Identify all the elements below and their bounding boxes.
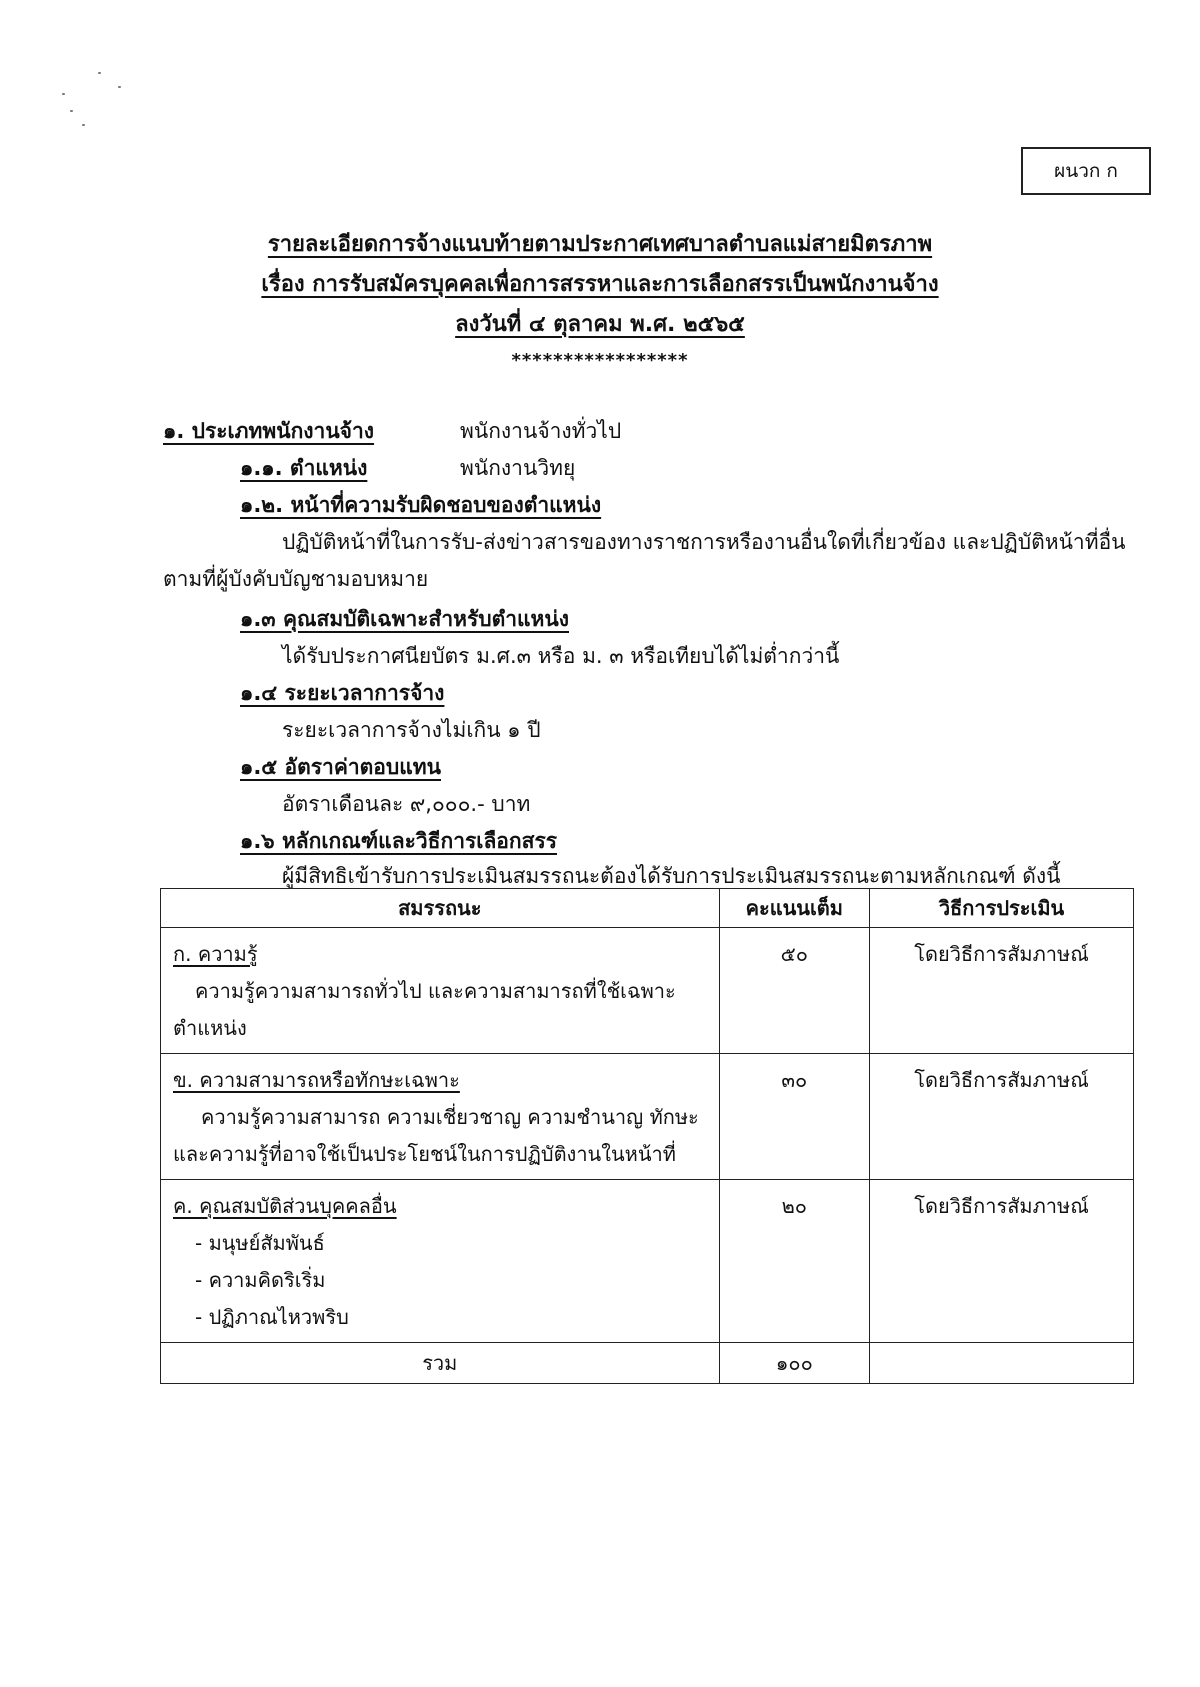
- competency-table: [160, 888, 1134, 1384]
- competency-cell: [161, 1054, 720, 1180]
- score-cell: ๒๐: [719, 1180, 870, 1343]
- duty-text-line-1: ปฏิบัติหน้าที่ในการรับ-ส่งข่าวสารของทางราชการหรืองานอื่นใดที่เกี่ยวข้อง และปฏิบัติหน้าที่อื่น: [282, 530, 1126, 554]
- table-header-row: [161, 889, 1134, 928]
- competency-item: - ความคิดริเริ่ม: [195, 1268, 326, 1292]
- competency-desc: ตำแหน่ง: [173, 1016, 247, 1040]
- title-line-1: รายละเอียดการจ้างแนบท้ายตามประกาศเทศบาลตำบลแม่สายมิตรภาพ: [267, 232, 933, 257]
- scan-speck: [118, 86, 121, 88]
- table-row: [161, 1180, 1134, 1343]
- section-1-2-heading: ๑.๒. หน้าที่ความรับผิดชอบของตำแหน่ง: [240, 493, 602, 517]
- qualification-text: ได้รับประกาศนียบัตร ม.ศ.๓ หรือ ม. ๓ หรือเทียบได้ไม่ต่ำกว่านี้: [282, 644, 840, 668]
- competency-title: ข. ความสามารถหรือทักษะเฉพาะ: [173, 1068, 460, 1092]
- employment-period-text: ระยะเวลาการจ้างไม่เกิน ๑ ปี: [282, 718, 541, 742]
- salary-text: อัตราเดือนละ ๙,๐๐๐.- บาท: [282, 792, 531, 816]
- competency-cell: [161, 928, 720, 1054]
- duty-text-line-2: ตามที่ผู้บังคับบัญชามอบหมาย: [163, 567, 429, 591]
- section-1-heading: ๑. ประเภทพนักงานจ้าง: [163, 419, 375, 443]
- total-row: [161, 1343, 1134, 1384]
- competency-desc: ความรู้ความสามารถทั่วไป และความสามารถที่ใช้เฉพาะ: [195, 979, 676, 1003]
- header-full-score: คะแนนเต็ม: [719, 889, 870, 928]
- section-1-1-value: พนักงานวิทยุ: [460, 456, 576, 480]
- competency-desc: และความรู้ที่อาจใช้เป็นประโยชน์ในการปฏิบัติงานในหน้าที่: [173, 1142, 676, 1166]
- scan-speck: [62, 93, 65, 95]
- section-1-4-heading: ๑.๔ ระยะเวลาการจ้าง: [240, 681, 445, 705]
- score-cell: ๕๐: [719, 928, 870, 1054]
- competency-cell: [161, 1180, 720, 1343]
- section-1-5-heading: ๑.๕ อัตราค่าตอบแทน: [240, 755, 441, 779]
- scan-speck: [70, 110, 73, 112]
- table-row: [161, 928, 1134, 1054]
- separator-stars: *****************: [511, 350, 689, 371]
- competency-desc: ความรู้ความสามารถ ความเชี่ยวชาญ ความชำนาญ ทักษะ: [201, 1105, 699, 1129]
- total-method-empty: [870, 1343, 1134, 1384]
- competency-title: ค. คุณสมบัติส่วนบุคคลอื่น: [173, 1194, 397, 1218]
- attachment-label: ผนวก ก: [1021, 147, 1151, 195]
- criteria-intro-text: ผู้มีสิทธิเข้ารับการประเมินสมรรถนะต้องได้รับการประเมินสมรรถนะตามหลักเกณฑ์ ดังนี้: [282, 864, 1061, 888]
- table-row: [161, 1054, 1134, 1180]
- scan-speck: [82, 124, 85, 126]
- method-cell: โดยวิธีการสัมภาษณ์: [870, 928, 1134, 1054]
- competency-title: ก. ความรู้: [173, 942, 258, 966]
- section-1-value: พนักงานจ้างทั่วไป: [460, 419, 622, 443]
- section-1-6-heading: ๑.๖ หลักเกณฑ์และวิธีการเลือกสรร: [240, 829, 558, 853]
- competency-item: - ปฏิภาณไหวพริบ: [195, 1305, 349, 1329]
- scan-speck: [98, 72, 101, 74]
- method-cell: โดยวิธีการสัมภาษณ์: [870, 1180, 1134, 1343]
- section-1-1-heading: ๑.๑. ตำแหน่ง: [240, 456, 368, 480]
- total-label: รวม: [161, 1343, 720, 1384]
- header-method: วิธีการประเมิน: [870, 889, 1134, 928]
- section-1-3-heading: ๑.๓ คุณสมบัติเฉพาะสำหรับตำแหน่ง: [240, 607, 570, 631]
- title-line-2: เรื่อง การรับสมัครบุคคลเพื่อการสรรหาและการเลือกสรรเป็นพนักงานจ้าง: [261, 272, 939, 297]
- title-date-line: ลงวันที่ ๔ ตุลาคม พ.ศ. ๒๕๖๕: [455, 312, 745, 337]
- header-competency: สมรรถนะ: [161, 889, 720, 928]
- total-score: ๑๐๐: [719, 1343, 870, 1384]
- method-cell: โดยวิธีการสัมภาษณ์: [870, 1054, 1134, 1180]
- score-cell: ๓๐: [719, 1054, 870, 1180]
- competency-item: - มนุษย์สัมพันธ์: [195, 1231, 325, 1255]
